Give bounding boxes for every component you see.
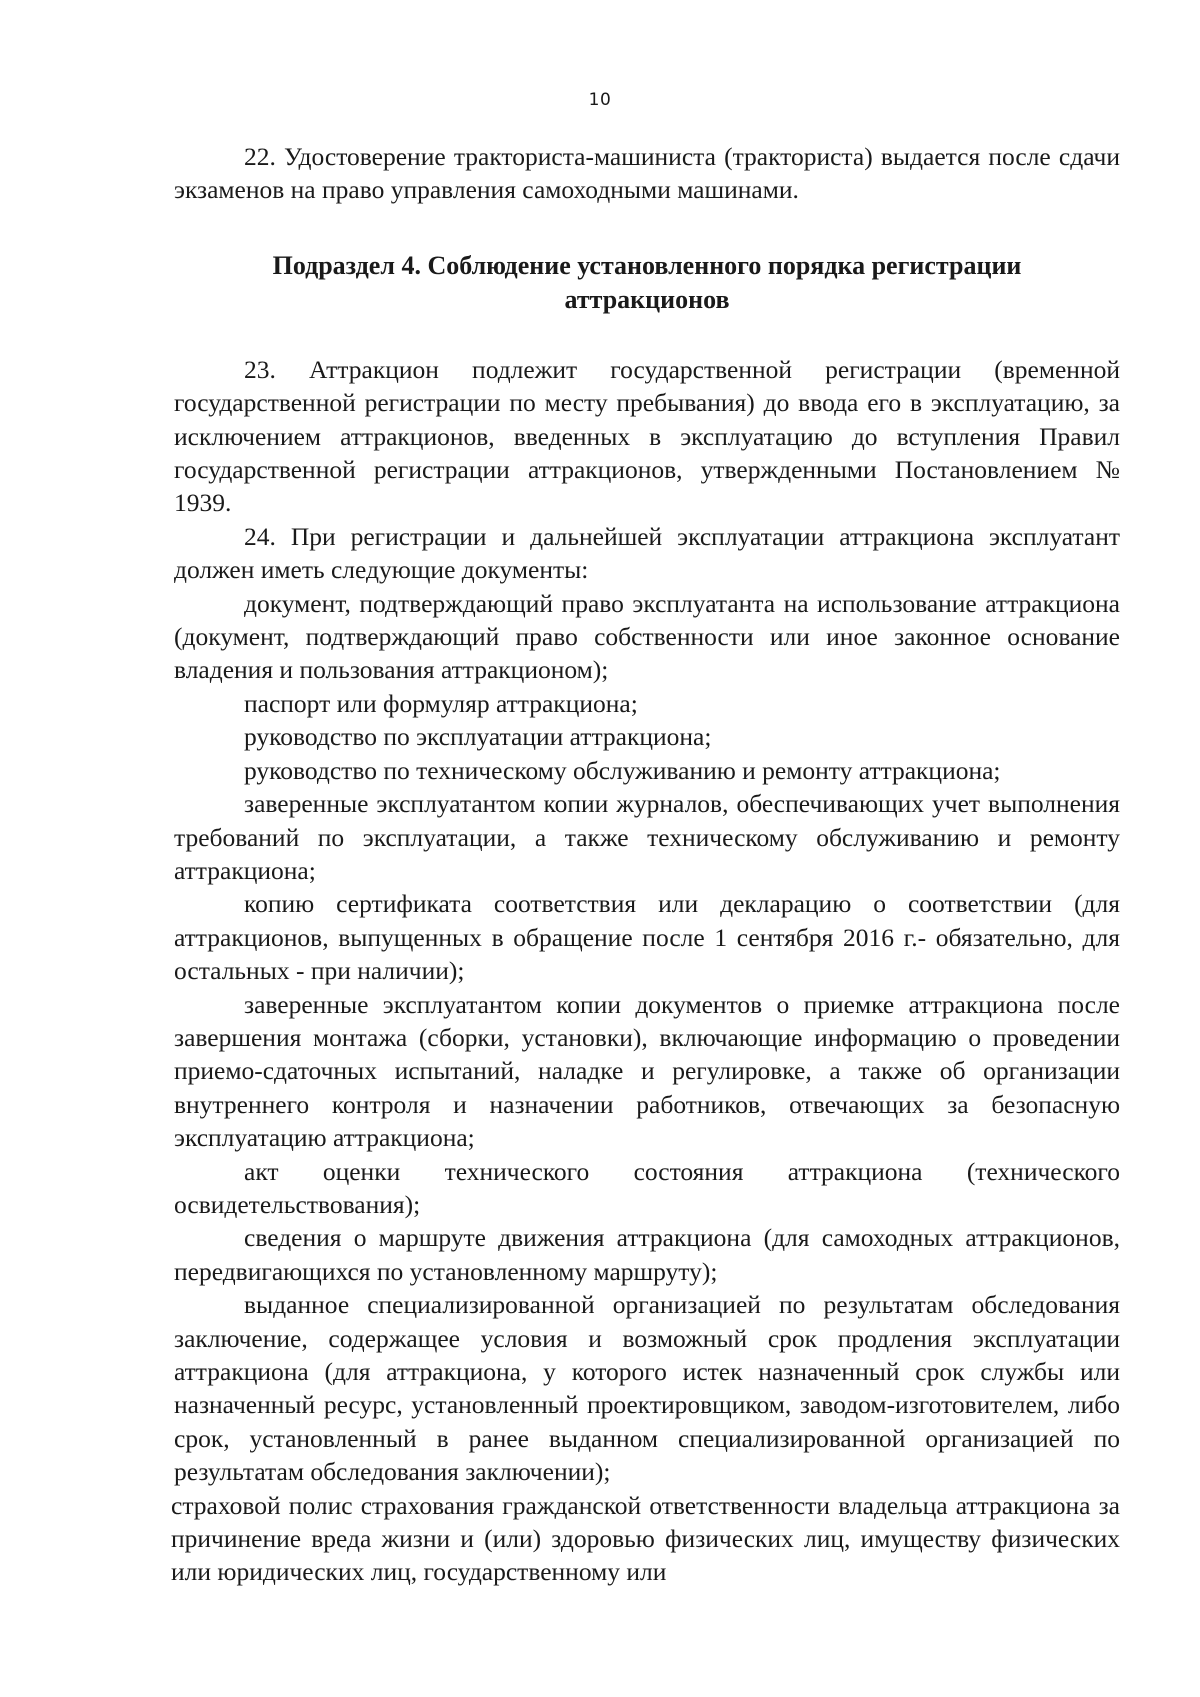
list-item-ownership-document: документ, подтверждающий право эксплуатанта на использование аттракциона (документ, подтверждающий право собственности или иное законное основание владения и пользования аттракционом);	[174, 588, 1120, 685]
list-item-insurance-policy: страховой полис страхования гражданской ответственности владельца аттракциона за причинение вреда жизни и (или) здоровью физических лиц, имуществу физических или юридических лиц, государственному или	[171, 1490, 1120, 1587]
paragraph-23: 23. Аттракцион подлежит государственной регистрации (временной государственной регистрации по месту пребывания) до ввода его в эксплуатацию, за исключением аттракционов, введенных в эксплуатацию до вступления Правил государственной регистрации аттракционов, утвержденными Постановлением № 1939.	[174, 354, 1120, 518]
list-item-certificate: копию сертификата соответствия или декларацию о соответствии (для аттракционов, выпущенных в обращение после 1 сентября 2016 г.- обязательно, для остальных - при наличии);	[174, 889, 1120, 986]
list-item-acceptance-documents: заверенные эксплуатантом копии документов о приемке аттракциона после завершения монтажа (сборки, установки), включающие информацию о проведении приемо-сдаточных испытаний, наладке и регулировке, а также об организации внутреннего контроля и назначении работников, отвечающих за безопасную эксплуатацию аттракциона;	[174, 989, 1120, 1153]
page-number: 10	[588, 90, 612, 110]
list-item-technical-assessment: акт оценки технического состояния аттракциона (технического освидетельствования);	[174, 1156, 1120, 1219]
list-item-route-info: сведения о маршруте движения аттракциона (для самоходных аттракционов, передвигающихся по установленному маршруту);	[174, 1223, 1120, 1286]
list-item-passport: паспорт или формуляр аттракциона;	[244, 688, 638, 718]
list-item-journal-copies: заверенные эксплуатантом копии журналов, обеспечивающих учет выполнения требований по эксплуатации, а также техническому обслуживанию и ремонту аттракциона;	[174, 789, 1120, 885]
section-heading: Подраздел 4. Соблюдение установленного порядка регистрации аттракционов	[272, 250, 1022, 314]
paragraph-24: 24. При регистрации и дальнейшей эксплуатации аттракциона эксплуатант должен иметь следующие документы:	[174, 521, 1120, 585]
list-item-inspection-conclusion: выданное специализированной организацией по результатам обследования заключение, содержащее условия и возможный срок продления эксплуатации аттракциона (для аттракциона, у которого истек назначенный срок службы или назначенный ресурс, установленный проектировщиком, заводом-изготовителем, либо срок, установленный в ранее выданном специализированной организацией по результатам обследования заключении);	[174, 1290, 1120, 1487]
list-item-operation-manual: руководство по эксплуатации аттракциона;	[244, 722, 712, 752]
paragraph-22: 22. Удостоверение тракториста-машиниста (тракториста) выдается после сдачи экзаменов на право управления самоходными машинами.	[174, 142, 1120, 205]
list-item-maintenance-manual: руководство по техническому обслуживанию и ремонту аттракциона;	[244, 755, 1001, 785]
document-body	[171, 140, 1120, 1589]
